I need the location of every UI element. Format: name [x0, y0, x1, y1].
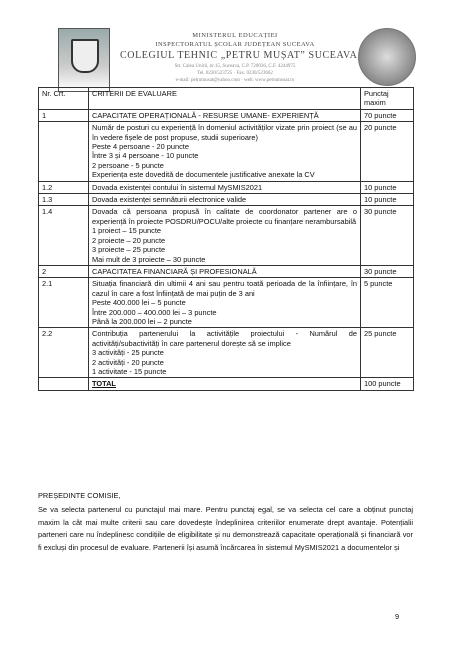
max-score: 100 puncte: [361, 378, 414, 390]
criterion-text: Situația financiară din ultimii 4 ani sau pentru toată perioada de la înființare, în cazul în care a fost înființată de mai puțin de 3 ani: [92, 279, 357, 298]
criterion-cell: [89, 328, 361, 378]
table-row: [39, 278, 414, 328]
criterion-text: Dovada că persoana propusă în calitate de coordonator partener are o experiență în proiecte POSDRU/POCU/alte proiecte cu finanțare nerambursabilă: [92, 207, 357, 226]
criterion-text: CAPACITATEA FINANCIARĂ ȘI PROFESIONALĂ: [92, 266, 257, 276]
row-number: 2.2: [39, 328, 89, 378]
row-number: 1.2: [39, 181, 89, 193]
criterion-scoring-line: Peste 4 persoane - 20 puncte: [92, 142, 189, 152]
table-row: [39, 109, 414, 121]
criterion-scoring-line: Între 3 și 4 persoane - 10 puncte: [92, 151, 199, 161]
criterion-scoring-line: 2 persoane - 5 puncte: [92, 160, 164, 170]
table-row: [39, 181, 414, 193]
criterion-scoring-line: 1 activitate - 15 puncte: [92, 366, 167, 376]
criterion-scoring-line: Între 200.000 – 400.000 lei – 3 puncte: [92, 307, 217, 317]
row-number: 2: [39, 265, 89, 277]
criterion-cell: [89, 109, 361, 121]
criterion-text: Dovada existenței semnăturii electronice valide: [92, 195, 247, 205]
school-phone: Tel. 0230/523725 · Fax. 0230/523662: [197, 71, 273, 76]
criterion-cell: [89, 122, 361, 181]
page-number: 9: [395, 612, 400, 621]
criterion-scoring-line: Până la 200.000 lei – 2 puncte: [92, 316, 192, 326]
letterhead: [0, 6, 474, 96]
school-address: Str. Calea Unirii, nr.15, Suceava, C.P. 720036, C.F. 4244975: [174, 64, 296, 69]
max-score: 10 puncte: [361, 181, 414, 193]
criterion-scoring-line: 3 activități - 25 puncte: [92, 348, 164, 358]
row-number: [39, 122, 89, 181]
max-score: 10 puncte: [361, 194, 414, 206]
criterion-scoring-line: 2 activități - 20 puncte: [92, 357, 164, 367]
row-number: [39, 378, 89, 390]
criterion-scoring-line: Peste 400.000 lei – 5 puncte: [92, 298, 186, 308]
max-score: 30 puncte: [361, 206, 414, 265]
criterion-scoring-line: 1 proiect – 15 puncte: [92, 226, 162, 236]
criterion-scoring-line: 2 proiecte – 20 puncte: [92, 235, 166, 245]
criterion-cell: [89, 265, 361, 277]
table-row: [39, 378, 414, 390]
header-punctaj: Punctaj maxim: [361, 88, 414, 110]
table-row: [39, 328, 414, 378]
evaluation-criteria-table: [38, 87, 414, 391]
crest-icon: [71, 39, 99, 73]
seal-logo: [358, 28, 416, 86]
criterion-cell: [89, 194, 361, 206]
table-row: [39, 206, 414, 265]
inspectorate-name: INSPECTORATUL ȘCOLAR JUDEȚEAN SUCEAVA: [155, 41, 315, 48]
criterion-scoring-line: Experiența este doveditǎ de documentele justificative anexate la CV: [92, 170, 315, 180]
criterion-cell: [89, 278, 361, 328]
criterion-cell: [89, 206, 361, 265]
school-name: COLEGIUL TEHNIC „PETRU MUȘAT” SUCEAVA: [120, 50, 358, 61]
selection-paragraph: Se va selecta partenerul cu punctajul mai mare. Pentru punctaj egal, se va selecta cel care a obținut punctaj maxim la cât mai multe criterii sau care dovedește îndeplinirea criteriilor enumerate drept avantaje. Potențialii parteneri care nu îndeplinesc condițiile de eligibilitate și nu demonstrează capacitate operațională și financiară vor fi excluși din procesul de evaluare. Partenerii își asumă încărcarea în sistemul MySMIS2021 a documentelor și: [38, 505, 413, 552]
table-header-row: [39, 88, 414, 110]
criterion-text: CAPACITATE OPERAȚIONALĂ - RESURSE UMANE- EXPERIENȚĂ: [92, 110, 319, 120]
criterion-scoring-line: 3 proiecte – 25 puncte: [92, 245, 166, 255]
criterion-scoring-line: Mai mult de 3 proiecte – 30 puncte: [92, 254, 206, 264]
table-row: [39, 265, 414, 277]
header-nr: Nr. Crt.: [39, 88, 89, 110]
max-score: 25 puncte: [361, 328, 414, 378]
table-row: [39, 194, 414, 206]
criterion-text: Dovada existenței contului în sistemul MySMIS2021: [92, 182, 263, 192]
row-number: 1: [39, 109, 89, 121]
criterion-text: TOTAL: [92, 379, 116, 389]
max-score: 20 puncte: [361, 122, 414, 181]
criterion-text: Număr de posturi cu experiență în domeniul activităților vizate prin proiect (se au în vedere fișele de post propuse, studii superioare): [92, 123, 357, 142]
max-score: 30 puncte: [361, 265, 414, 277]
row-number: 1.4: [39, 206, 89, 265]
row-number: 1.3: [39, 194, 89, 206]
school-logo: [58, 28, 110, 92]
criterion-text: Contribuția partenerului la activitățile proiectului - Numărul de activități/subactivități în care partenerul dorește să se implice: [92, 329, 357, 348]
criterion-cell: [89, 378, 361, 390]
header-criteriu: CRITERII DE EVALUARE: [89, 88, 361, 110]
ministry-name: MINISTERUL EDUCAȚIEI: [192, 32, 278, 39]
max-score: 70 puncte: [361, 109, 414, 121]
table-row: [39, 122, 414, 181]
row-number: 2.1: [39, 278, 89, 328]
max-score: 5 puncte: [361, 278, 414, 328]
criterion-cell: [89, 181, 361, 193]
school-contact: e-mail: petrumusat@yahoo.com · web: www.petrumusat.ro: [175, 78, 295, 83]
committee-president: PREȘEDINTE COMISIE,: [38, 491, 121, 500]
